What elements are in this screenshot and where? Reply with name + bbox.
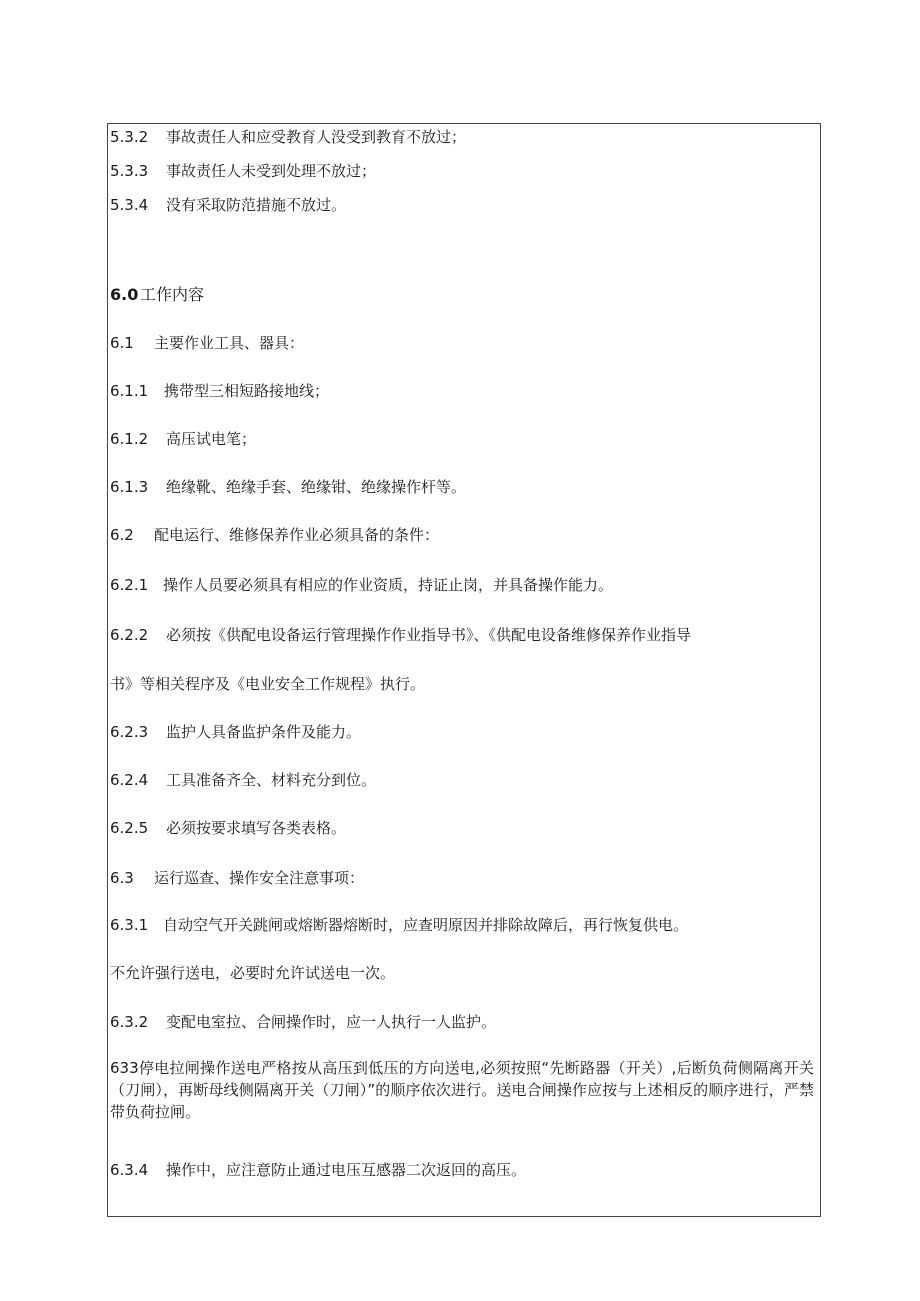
clause-text: 操作人员要必须具有相应的作业资质，持证止岗，并具备操作能力。 bbox=[163, 576, 614, 594]
section-heading-6-0 bbox=[110, 285, 816, 305]
clause-6-2-4 bbox=[110, 770, 816, 790]
clause-number: 6.2.2 bbox=[110, 626, 149, 644]
clause-6-1 bbox=[110, 333, 816, 353]
clause-text: 监护人具备监护条件及能力。 bbox=[166, 723, 362, 741]
clause-number: 6.2.3 bbox=[110, 723, 149, 741]
clause-5-3-2 bbox=[110, 127, 816, 147]
clause-number: 6.3.1 bbox=[110, 916, 149, 934]
clause-number: 6.2.1 bbox=[110, 576, 149, 594]
clause-text: 运行巡查、操作安全注意事项： bbox=[154, 869, 365, 887]
clause-number: 6.2 bbox=[110, 526, 134, 544]
clause-6-1-3 bbox=[110, 477, 816, 497]
clause-number: 6.1.1 bbox=[110, 382, 149, 400]
clause-text: 没有采取防范措施不放过。 bbox=[166, 196, 347, 214]
clause-text: 事故责任人未受到处理不放过； bbox=[166, 162, 377, 180]
clause-6-3-4 bbox=[110, 1160, 816, 1180]
clause-6-3 bbox=[110, 868, 816, 888]
clause-6-1-2 bbox=[110, 429, 816, 449]
clause-text: 变配电室拉、合闸操作时，应一人执行一人监护。 bbox=[166, 1013, 497, 1031]
clause-number: 6.2.5 bbox=[110, 819, 149, 837]
clause-6-1-1 bbox=[110, 381, 816, 401]
clause-6-3-2 bbox=[110, 1012, 816, 1032]
clause-text: 书》等相关程序及《电业安全工作规程》执行。 bbox=[110, 675, 426, 693]
clause-6-3-1-continued bbox=[110, 963, 816, 983]
clause-text: 操作中，应注意防止通过电压互感器二次返回的高压。 bbox=[166, 1161, 527, 1179]
clause-text: 绝缘靴、绝缘手套、绝缘钳、绝缘操作杆等。 bbox=[166, 478, 467, 496]
clause-text: 配电运行、维修保养作业必须具备的条件： bbox=[154, 526, 440, 544]
clause-6-2-5 bbox=[110, 818, 816, 838]
clause-5-3-4 bbox=[110, 195, 816, 215]
clause-6-3-1 bbox=[110, 915, 816, 935]
clause-text: 事故责任人和应受教育人没受到教育不放过； bbox=[166, 128, 467, 146]
clause-6-2-2-continued bbox=[110, 674, 816, 694]
clause-number: 5.3.3 bbox=[110, 162, 149, 180]
clause-text: 自动空气开关跳闸或熔断器熔断时，应查明原因并排除故障后，再行恢复供电。 bbox=[163, 916, 689, 934]
clause-number: 5.3.4 bbox=[110, 196, 149, 214]
clause-number: 6.1.3 bbox=[110, 478, 149, 496]
clause-6-2-1 bbox=[110, 575, 816, 595]
clause-number: 6.2.4 bbox=[110, 771, 149, 789]
clause-6-2-3 bbox=[110, 722, 816, 742]
clause-6-3-3-paragraph: 633停电拉闸操作送电严格按从高压到低压的方向送电,必须按照“先断路器（开关）,后断负荷侧隔离开关（刀闸），再断母线侧隔离开关（刀闸）”的顺序依次进行。送电合闸操作应按与上述相反的顺序进行，严禁带负荷拉闸。 bbox=[110, 1059, 814, 1121]
clause-6-2-2 bbox=[110, 625, 816, 645]
clause-number: 6.3.4 bbox=[110, 1161, 149, 1179]
clause-number: 6.3.2 bbox=[110, 1013, 149, 1031]
clause-5-3-3 bbox=[110, 161, 816, 181]
clause-number: 6.1 bbox=[110, 334, 134, 352]
clause-text: 主要作业工具、器具： bbox=[154, 334, 305, 352]
section-title: 工作内容 bbox=[140, 285, 205, 304]
clause-number: 6.3 bbox=[110, 869, 134, 887]
clause-text: 必须按要求填写各类表格。 bbox=[166, 819, 347, 837]
clause-number: 5.3.2 bbox=[110, 128, 149, 146]
clause-6-2 bbox=[110, 525, 816, 545]
clause-number: 6.1.2 bbox=[110, 430, 149, 448]
clause-text: 必须按《供配电设备运行管理操作作业指导书》、《供配电设备维修保养作业指导 bbox=[166, 626, 692, 644]
clause-text: 高压试电笔； bbox=[166, 430, 257, 448]
clause-text: 工具准备齐全、材料充分到位。 bbox=[166, 771, 377, 789]
clause-text: 携带型三相短路接地线； bbox=[164, 382, 330, 400]
clause-text: 不允许强行送电，必要时允许试送电一次。 bbox=[110, 964, 396, 982]
section-number: 6.0 bbox=[110, 285, 139, 304]
